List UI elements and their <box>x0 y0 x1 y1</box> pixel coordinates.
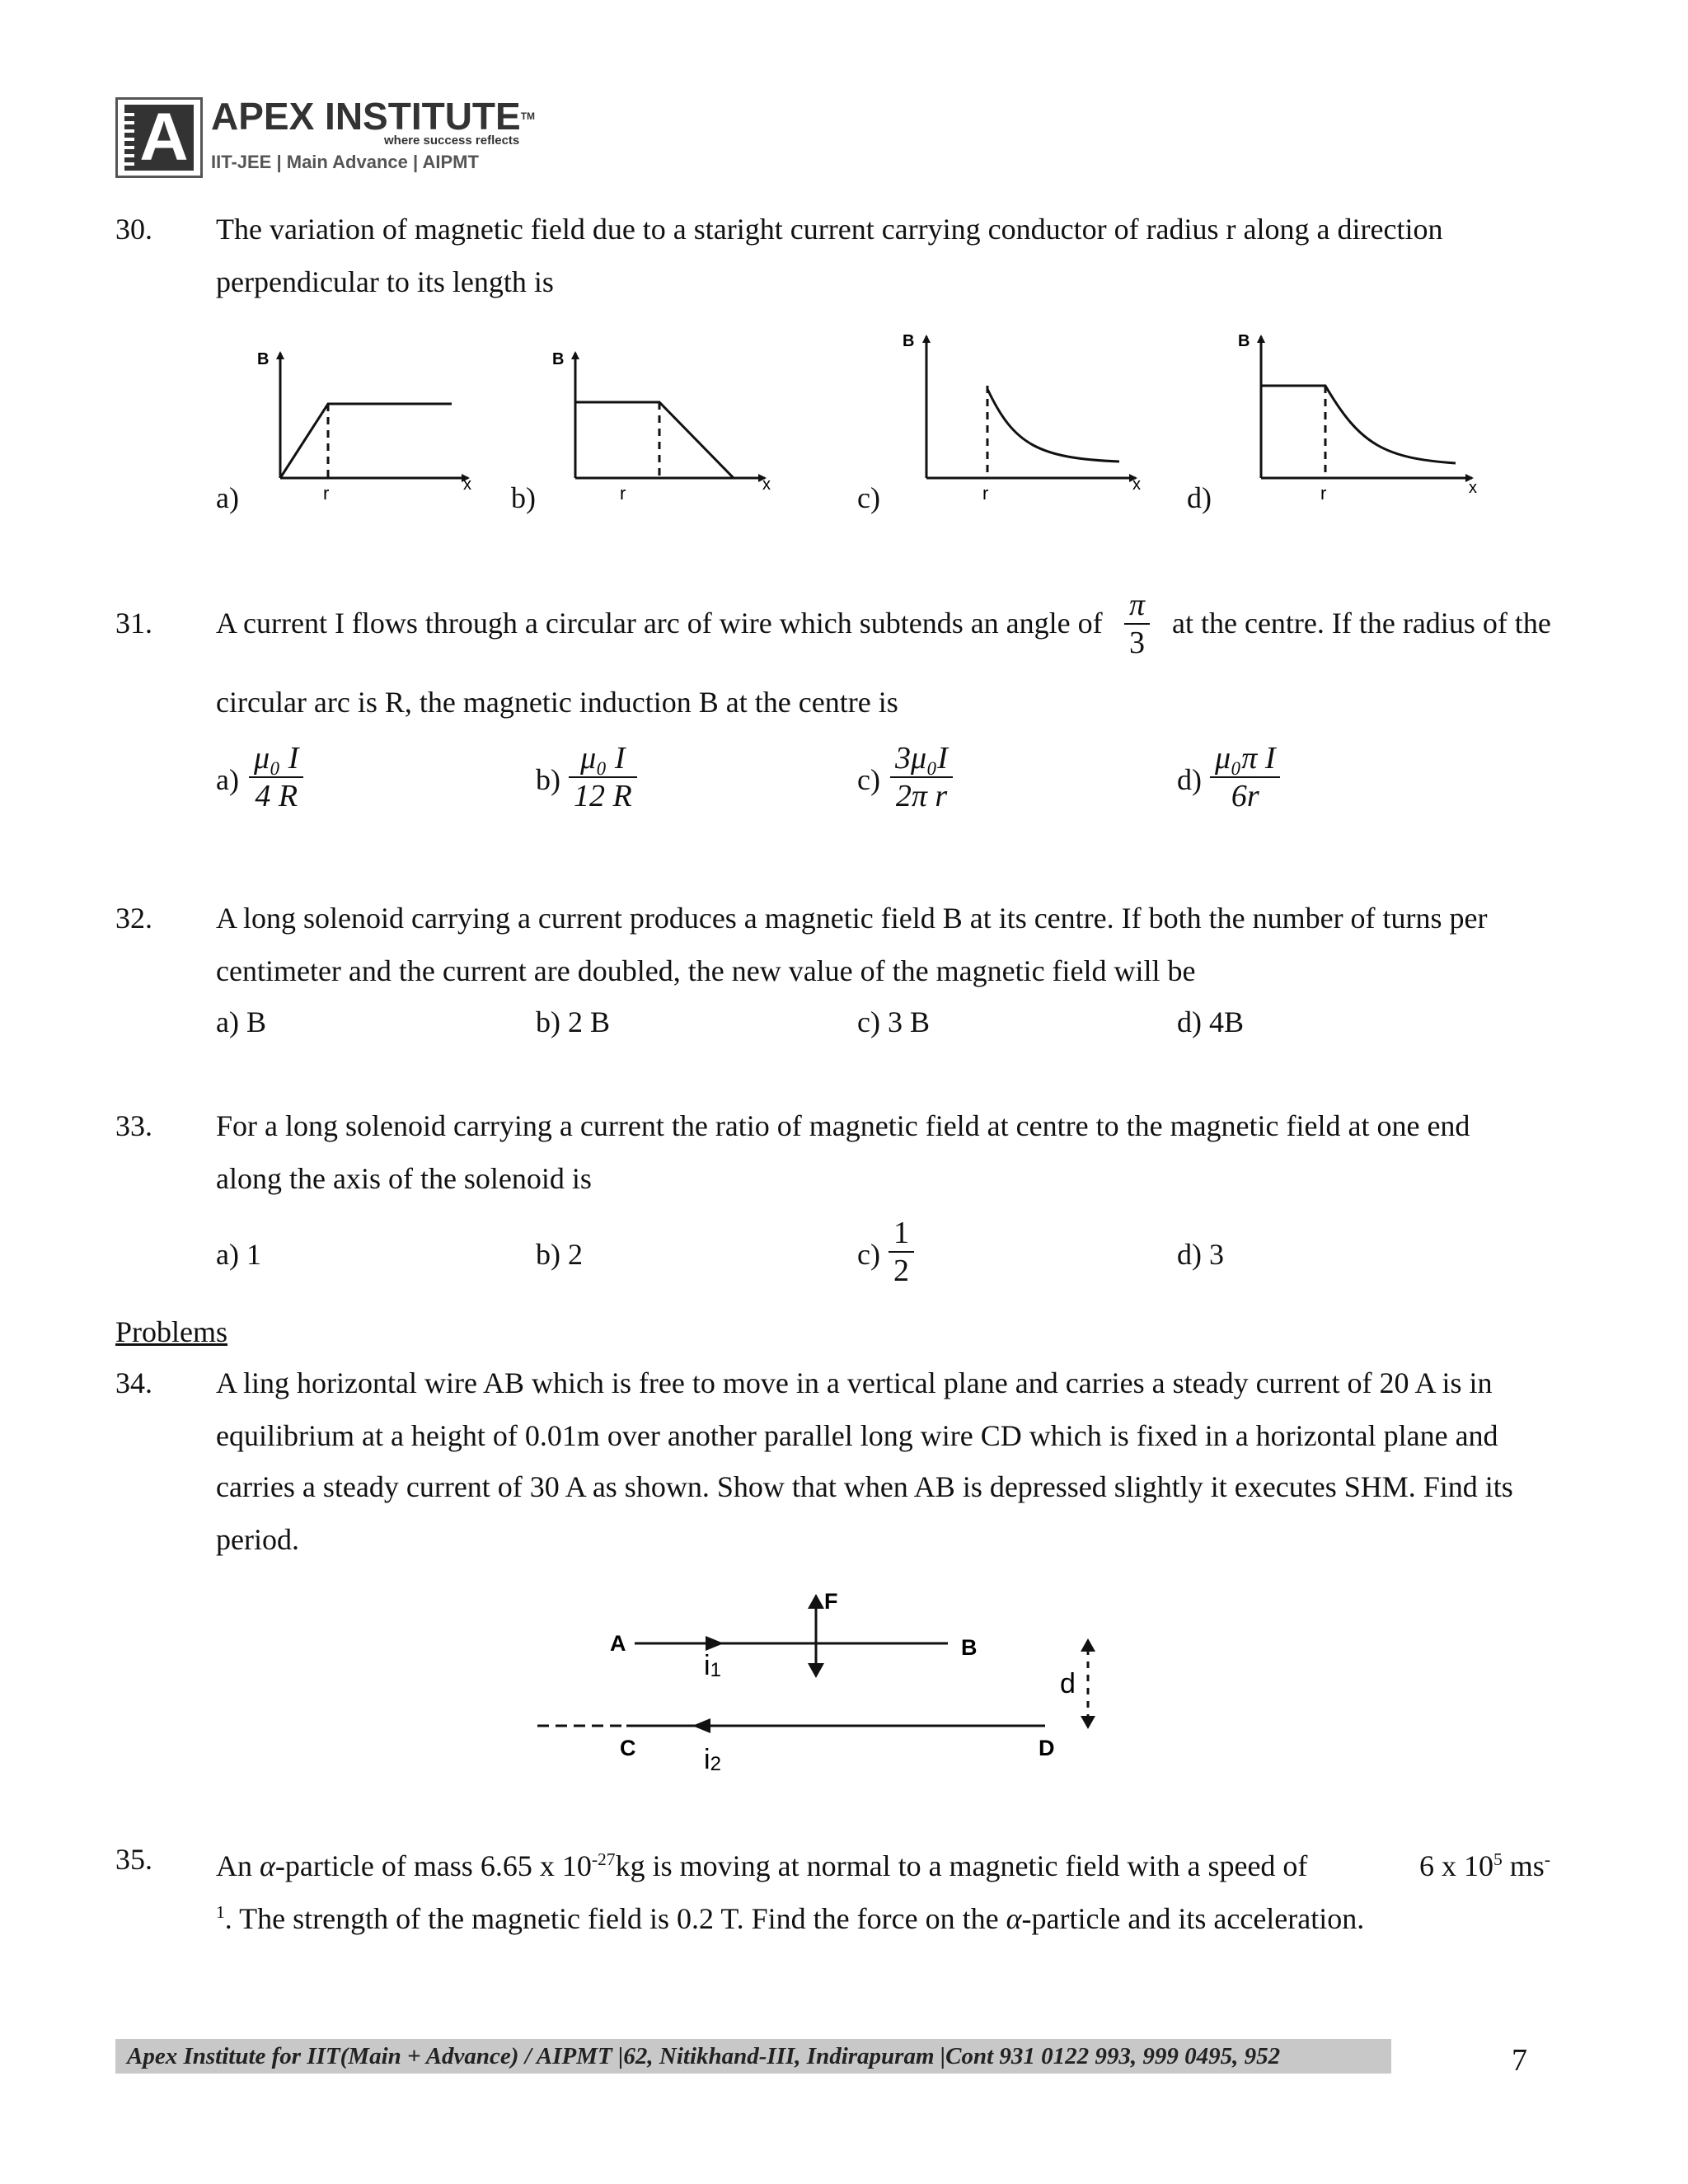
q33-number: 33. <box>115 1109 152 1142</box>
q31-number: 31. <box>115 607 152 640</box>
q30-option-a-label: a) <box>216 481 239 514</box>
q35-line1: An α-particle of mass 6.65 x $10^{-27}kg$ is moving at normal to a magnetic field with a speed of <box>216 1849 1308 1882</box>
force-label-f: F <box>824 1589 838 1614</box>
svg-text:i2 <box>704 1744 721 1775</box>
graph-d-x-label: x <box>1469 479 1477 497</box>
graph-a-y-label: B <box>257 350 270 368</box>
q30-option-c-label: c) <box>857 481 880 514</box>
footer-text: Apex Institute for IIT(Main + Advance) / AIPMT |62, Nitikhand-III, Indirapuram |Cont 931 0122 993, 999 0495, 952 <box>127 2043 1281 2069</box>
graph-b-x-label: x <box>762 476 771 494</box>
q33-option-a: a) 1 <box>216 1238 261 1271</box>
wire-label-b: B <box>961 1635 978 1660</box>
q35-line2: $^1$. The strength of the magnetic field is 0.2 T. Find the force on the α-particle and its acceleration. <box>216 1902 1365 1935</box>
footer-bar <box>115 2039 1391 2074</box>
brand-text: APEX INSTITUTE <box>211 95 521 138</box>
q31-option-c-fraction: $\frac{\text{3μ₀I}}{\text{2π r}}$ <box>890 740 953 814</box>
q34-line3: carries a steady current of 30 A as shown. Show that when AB is depressed slightly it executes SHM. Find its <box>216 1470 1513 1503</box>
graph-d <box>1238 332 1477 504</box>
wire-label-c: C <box>620 1736 636 1760</box>
q33-option-c-fraction: $\frac{1}{2}$ <box>889 1215 914 1289</box>
q32-number: 32. <box>115 902 152 935</box>
q35-speed: 6 x $10^5$ ms- <box>1419 1849 1551 1882</box>
graph-c-y-label: B <box>903 332 915 350</box>
q31-angle-den: 3 <box>1124 623 1150 661</box>
q31-text-line2: circular arc is R, the magnetic induction B at the centre is <box>216 686 898 719</box>
graph-d-y-label: B <box>1238 332 1250 350</box>
q32-option-c: c) 3 B <box>857 1005 930 1038</box>
q30-option-d-label: d) <box>1187 481 1212 514</box>
graph-b <box>552 350 771 504</box>
q34-line2: equilibrium at a height of 0.01m over another parallel long wire CD which is fixed in a horizontal plane and <box>216 1419 1498 1452</box>
wire-label-d: D <box>1039 1736 1055 1760</box>
q31-angle-fraction <box>1124 587 1150 661</box>
distance-label-d: d <box>1060 1668 1076 1699</box>
q32-option-a: a) B <box>216 1005 266 1038</box>
q31-option-b-label: b) <box>536 763 560 796</box>
q31-option-c-label: c) <box>857 763 880 796</box>
page-number: 7 <box>1512 2043 1527 2078</box>
graph-a <box>257 350 471 504</box>
q34-number: 34. <box>115 1366 152 1399</box>
q31-option-d-fraction: $\frac{\text{μ₀π I}}{6r}$ <box>1210 740 1280 814</box>
q31-option-b-fraction: $\frac{\text{μ₀ I}}{12 R}$ <box>569 740 637 814</box>
current-i1-symbol: i <box>704 1650 710 1681</box>
q30-text-line1: The variation of magnetic field due to a staright current carrying conductor of radius r along a direction <box>216 213 1443 246</box>
q34-diagram <box>537 1589 1095 1775</box>
brand-tagline: where success reflects <box>384 134 520 148</box>
current-i2-subscript: 2 <box>710 1753 721 1775</box>
q30-number: 30. <box>115 213 152 246</box>
graph-c-x-label: x <box>1132 476 1141 494</box>
q31-text-part2: at the centre. If the radius of the <box>1172 607 1551 640</box>
graph-b-y-label: B <box>552 350 565 368</box>
q33-option-b: b) 2 <box>536 1238 583 1271</box>
graph-a-r-label: r <box>323 483 330 504</box>
graph-c <box>903 332 1141 504</box>
q31-option-d-label: d) <box>1177 763 1202 796</box>
q32-text-line2: centimeter and the current are doubled, the new value of the magnetic field will be <box>216 954 1196 987</box>
q30-option-b-label: b) <box>511 481 536 514</box>
q34-line1: A ling horizontal wire AB which is free to move in a vertical plane and carries a steady current of 20 A is in <box>216 1366 1493 1399</box>
q33-option-c-label: c) <box>857 1238 880 1271</box>
q33-text-line2: along the axis of the solenoid is <box>216 1162 592 1195</box>
q32-option-d: d) 4B <box>1177 1005 1244 1038</box>
q32-option-b: b) 2 B <box>536 1005 610 1038</box>
q31-option-a-label: a) <box>216 763 239 796</box>
graph-b-r-label: r <box>620 483 626 504</box>
trademark: TM <box>520 110 536 122</box>
graph-d-r-label: r <box>1320 483 1327 504</box>
graph-c-r-label: r <box>982 483 989 504</box>
q34-line4: period. <box>216 1523 299 1556</box>
q35-number: 35. <box>115 1843 152 1876</box>
q32-text-line1: A long solenoid carrying a current produces a magnetic field B at its centre. If both the number of turns per <box>216 902 1488 935</box>
svg-text:i1 <box>704 1650 721 1681</box>
current-i1-subscript: 1 <box>710 1659 721 1681</box>
q33-option-d: d) 3 <box>1177 1238 1224 1271</box>
brand-courses: IIT-JEE | Main Advance | AIPMT <box>211 152 479 172</box>
q31-option-a-fraction: $\frac{\text{μ₀ I}}{4 R}$ <box>249 740 303 814</box>
graph-a-x-label: x <box>463 476 471 494</box>
q31-angle-num: π <box>1129 588 1146 622</box>
logo-letter: A <box>139 100 189 175</box>
wire-label-a: A <box>610 1631 626 1656</box>
current-i2-symbol: i <box>704 1744 710 1775</box>
q33-text-line1: For a long solenoid carrying a current the ratio of magnetic field at centre to the magnetic field at one end <box>216 1109 1470 1142</box>
q31-text-part1: A current I flows through a circular arc of wire which subtends an angle of <box>216 607 1103 640</box>
alpha-symbol-2: α <box>1006 1902 1022 1935</box>
q30-text-line2: perpendicular to its length is <box>216 265 554 298</box>
problems-heading: Problems <box>115 1315 228 1348</box>
alpha-symbol: α <box>260 1849 275 1882</box>
